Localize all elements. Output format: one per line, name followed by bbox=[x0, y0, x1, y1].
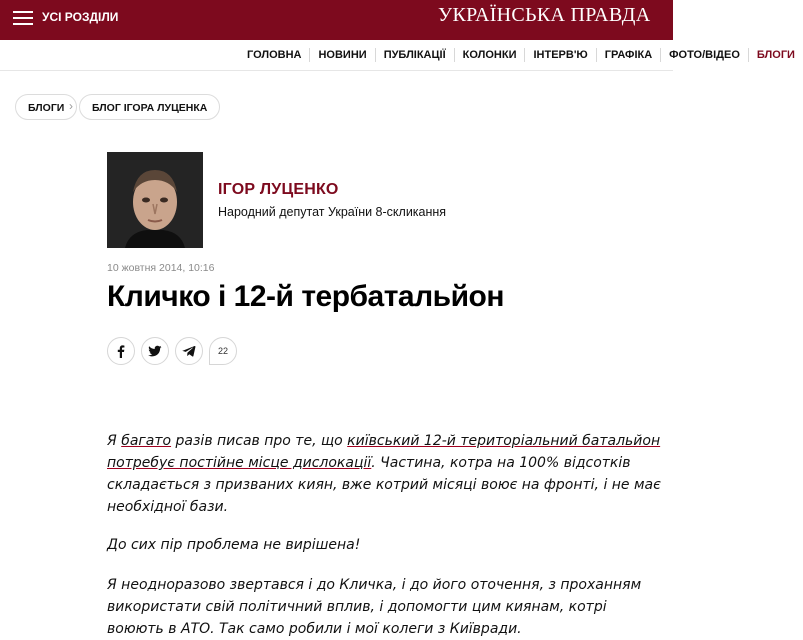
telegram-icon bbox=[182, 344, 196, 358]
nav-item-graphics[interactable]: ГРАФІКА bbox=[597, 48, 661, 62]
nav-item-interview[interactable]: ІНТЕРВ'Ю bbox=[525, 48, 596, 62]
author-name[interactable]: ІГОР ЛУЦЕНКО bbox=[218, 181, 339, 198]
top-bar bbox=[0, 0, 673, 40]
article-link[interactable]: багато bbox=[121, 433, 172, 449]
main-nav bbox=[0, 40, 795, 71]
nav-item-publications[interactable]: ПУБЛІКАЦІЇ bbox=[376, 48, 455, 62]
site-logo[interactable]: УКРАЇНСЬКА ПРАВДА bbox=[438, 4, 651, 26]
nav-item-photo-video[interactable]: ФОТО/ВІДЕО bbox=[661, 48, 749, 62]
menu-icon[interactable] bbox=[13, 11, 33, 25]
share-telegram-button[interactable] bbox=[175, 337, 203, 365]
nav-item-blogs[interactable]: БЛОГИ bbox=[756, 49, 795, 61]
article-paragraph: До сих пір проблема не вирішена! bbox=[107, 537, 361, 553]
all-sections-button[interactable]: УСІ РОЗДІЛИ bbox=[42, 10, 119, 24]
share-facebook-button[interactable] bbox=[107, 337, 135, 365]
nav-item-home[interactable]: ГОЛОВНА bbox=[239, 48, 310, 62]
article-paragraph: Я неодноразово звертався і до Кличка, і до його оточення, з проханням використати свій політичний вплив, і допомогти цим киянам, котрі воюють в АТО. Так само робили і мої колеги з Київради. bbox=[107, 577, 642, 637]
article-paragraph: Я багато разів писав про те, що київський 12-й територіальний батальйон потребує постійне місце дислокації. Частина, котра на 100% відсотків складається з призваних киян, вже котрий місяці воює на фронті, і не має необхідної бази. bbox=[107, 433, 661, 515]
chevron-right-icon: › bbox=[69, 99, 73, 113]
facebook-icon bbox=[114, 344, 128, 358]
comments-count-button[interactable]: 22 bbox=[209, 337, 237, 365]
breadcrumb-author-blog[interactable]: БЛОГ ІГОРА ЛУЦЕНКА bbox=[79, 94, 220, 120]
article-link[interactable]: київський 12-й територіальний батальйон потребує постійне місце дислокації bbox=[107, 433, 661, 471]
share-twitter-button[interactable] bbox=[141, 337, 169, 365]
publish-date: 10 жовтня 2014, 10:16 bbox=[107, 262, 215, 274]
twitter-icon bbox=[148, 344, 162, 358]
article-title: Кличко і 12-й тербатальйон bbox=[107, 280, 504, 313]
avatar[interactable] bbox=[107, 152, 203, 248]
breadcrumb-blogs[interactable]: БЛОГИ bbox=[15, 94, 77, 120]
author-description: Народний депутат України 8-скликання bbox=[218, 205, 447, 219]
nav-item-news[interactable]: НОВИНИ bbox=[310, 48, 375, 62]
nav-item-columns[interactable]: КОЛОНКИ bbox=[455, 48, 526, 62]
